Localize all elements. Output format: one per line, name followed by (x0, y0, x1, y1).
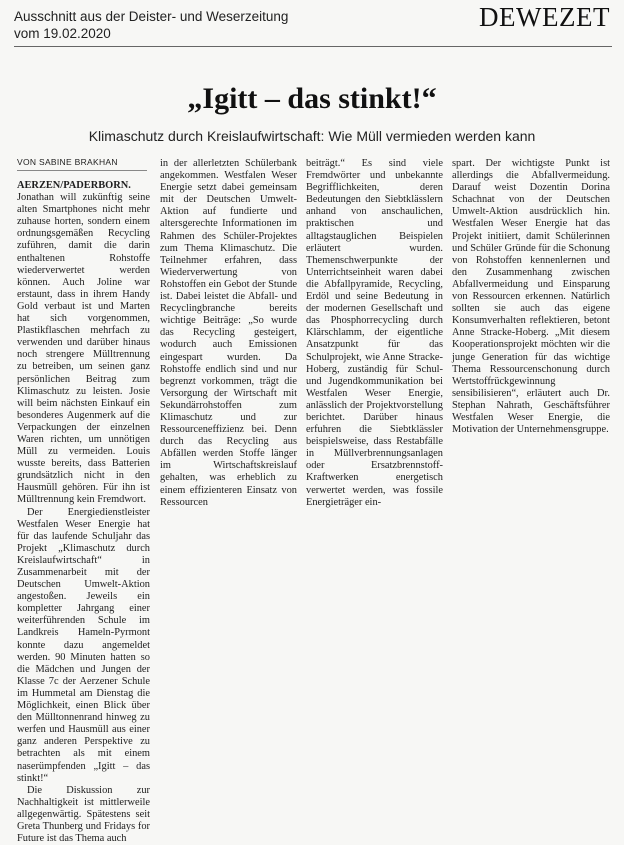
source-note (14, 8, 288, 42)
paragraph: Die Diskussion zur Nachhaltigkeit ist mittlerweile allgegenwärtig. Spätestens seit Greta Thunberg und Fridays for Future ist das Thema auch (17, 784, 150, 845)
article-column-2 (160, 158, 297, 509)
article-column-3 (306, 158, 443, 509)
header-rule (14, 46, 612, 47)
byline-rule (17, 170, 147, 171)
paragraph: in der allerletzten Schülerbank angekommen. Westfalen Weser Energie setzt dabei gemeinsam mit der Deutschen Umwelt-Aktion auf fundierte und altersgerechte Informationen im Rahmen des Schüler-Projektes zum Thema Klimaschutz. Die Teilnehmer erfahren, dass Wiederverwertung von Rohstoffen ein Gebot der Stunde ist. Dabei leistet die Abfall- und Recyclingbranche bereits wichtige Beiträge: „So wurde das Recycling gesteigert, wodurch auch Emissionen eingespart wurden. Da Rohstoffe endlich sind und nur begrenzt vorkommen, trägt die Versorgung der Wirtschaft mit Sekundärrohstoffen zum Klimaschutz und zur Ressourceneffizienz bei. Denn durch das Recycling aus Abfällen werden Stoffe länger im Wirtschaftskreislauf gehalten, was erheblich zu einem effizienteren Einsatz von Ressourcen (160, 158, 297, 508)
source-line-2: vom 19.02.2020 (14, 26, 111, 41)
paragraph-text: Jonathan will zukünftig seine alten Smartphones nicht mehr zuhause horten, sondern einem ordnungsgemäßen Recycling zuführen, damit die darin enthaltenen Rohstoffe wiederverwertet werden können. Auch Joline war erstaunt, dass in ihrem Handy Gold verbaut ist und Marten hat sich vorgenommen, Plastikflaschen mehrfach zu verwenden und darüber hinaus noch strengere Mülltrennung zu betreiben, um seinen ganz persönlichen Beitrag zum Klimaschutz zu leisten. Josie will beim nächsten Einkauf ein besonderes Augenmerk auf die Verpackungen der einzelnen Waren richten, um unnötigen Müll zu vermeiden. Louis wusste bereits, dass Batterien grundsätzlich nicht in den Hausmüll gehören. Für ihn ist Mülltrennung kein Fremdwort. (17, 192, 150, 506)
byline: VON SABINE BRAKHAN (17, 157, 118, 167)
article-headline: „Igitt – das stinkt!“ (187, 82, 437, 115)
newspaper-logo: DEWEZET (479, 2, 610, 32)
paragraph: beiträgt.“ Es sind viele Fremdwörter und unbekannte Begrifflichkeiten, deren Bedeutungen den Siebtklässlern anhand von anschaulichen, praktischen und alltagstauglichen Beispielen erläutert wurden. Themenschwerpunkte der Unterrichtseinheit waren dabei die Abfallpyramide, Recycling, Erdöl und seine Bedeutung in der modernen Gesellschaft und das Phosphorrecycling durch Klärschlamm, der eigentliche Ansatzpunkt für das Schulprojekt, wie Anne Stracke-Hoberg, zuständig für Schul- und Jugendkommunikation bei Westfalen Weser Energie, anlässlich der Projektvorstellung berichtet. Darüber hinaus erfuhren die Siebtklässler beispielsweise, dass Restabfälle in Müllverbrennungsanlagen oder Ersatzbrennstoff-Kraftwerken energetisch verwertet werden, was fossile Energieträger ein- (306, 158, 443, 508)
paragraph: Der Energiedienstleister Westfalen Weser Energie hat für das laufende Schuljahr das Projekt „Klimaschutz durch Kreislaufwirtschaft“ in Zusammenarbeit mit der Deutschen Umwelt-Aktion angestoßen. Jeweils ein kompletter Jahrgang einer weiterführenden Schule im Landkreis Hameln-Pyrmont konnte dazu angemeldet werden. 90 Minuten hatten so die Mädchen und Jungen der Klasse 7c der Aerzener Schule im Hummetal am Dienstag die Möglichkeit, einen Blick über den Mülltonnenrand hinweg zu werfen und Hausmüll aus einer ganz anderen Perspektive zu betrachten als mit einem naserümpfenden „Igitt – das stinkt!“ (17, 506, 150, 784)
article-column-4 (452, 158, 610, 436)
source-line-1: Ausschnitt aus der Deister- und Weserzeitung (14, 9, 289, 24)
dateline: AERZEN/PADERBORN. (17, 180, 131, 191)
paragraph: spart. Der wichtigste Punkt ist allerdings die Abfallvermeidung. Darauf weist Dozentin Dorina Schachnat von der Deutschen Umwelt-Aktion ausdrücklich hin. Westfalen Weser Energie hat das Projekt initiiert, damit Schülerinnen und Schüler Gründe für die Schonung von Rohstoffen kennenlernen und den Zusammenhang zwischen Abfallvermeidung und Einsparung von Ressourcen erkennen. Natürlich sollten sie auch das eigene Konsumverhalten reflektieren, betont Anne Stracke-Hoberg. „Mit diesem Kooperationsprojekt möchten wir die junge Generation für das wichtige Thema Ressourcenschonung durch Wertstoffrückgewinnung sensibilisieren“, erläutert auch Dr. Stephan Nahrath, Geschäftsführer Westfalen Weser Energie, die Motivation der Unternehmensgruppe. (452, 158, 610, 436)
article-column-1 (17, 180, 150, 845)
article-subheadline: Klimaschutz durch Kreislaufwirtschaft: Wie Müll vermieden werden kann (88, 128, 536, 144)
paragraph (17, 180, 150, 507)
